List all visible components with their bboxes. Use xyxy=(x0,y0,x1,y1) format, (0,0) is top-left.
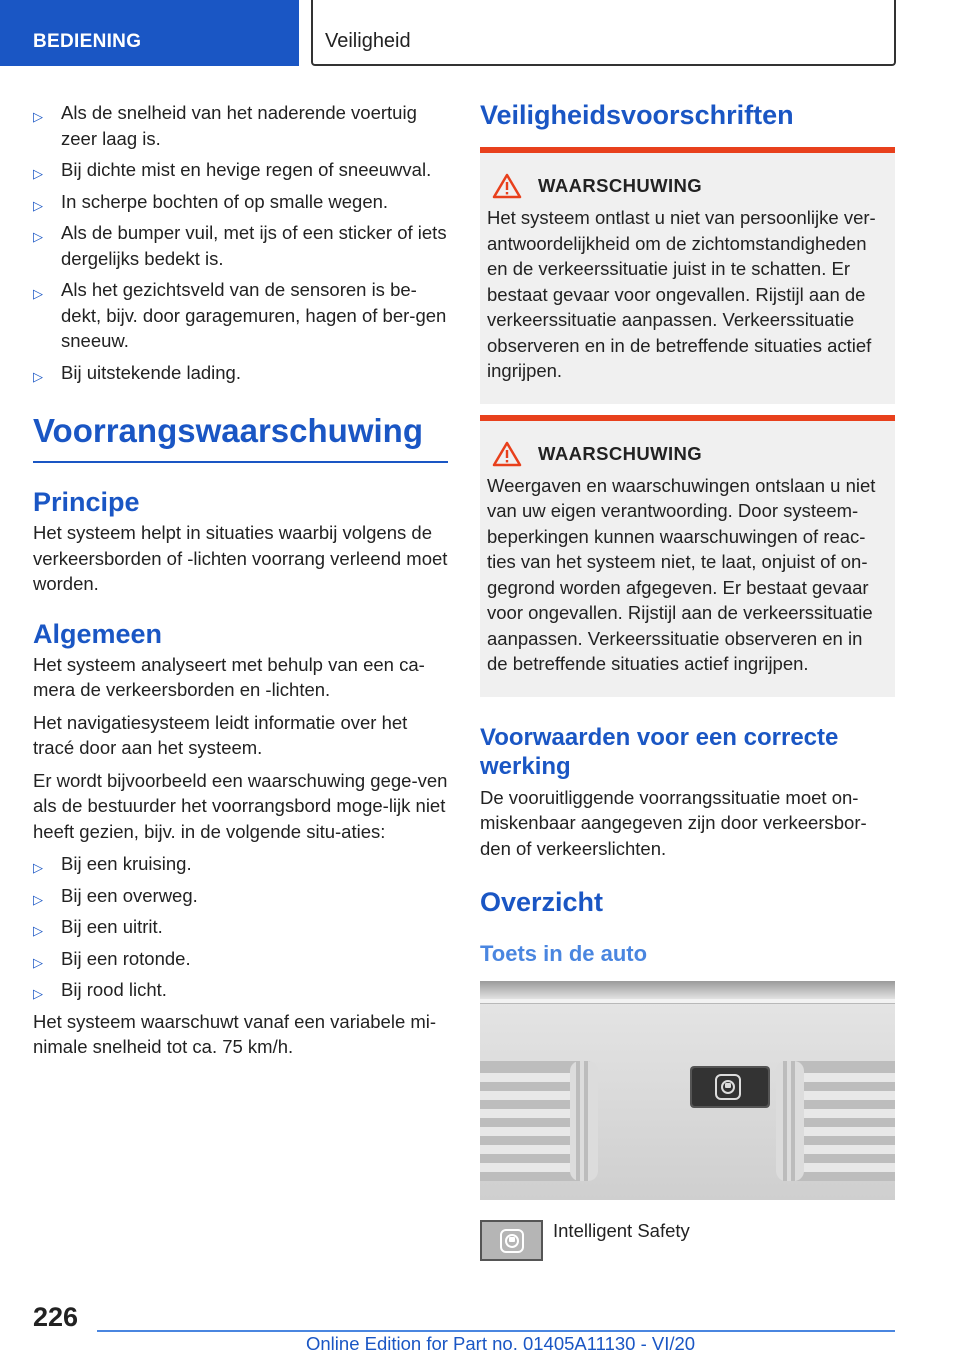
safety-heading: Veiligheidsvoorschriften xyxy=(480,100,794,130)
triangle-bullet-icon: ▷ xyxy=(33,109,43,124)
page-number: 226 xyxy=(33,1302,79,1332)
legend-row xyxy=(480,1220,895,1261)
triangle-bullet-icon: ▷ xyxy=(33,891,43,907)
triangle-bullet-icon: ▷ xyxy=(33,923,43,938)
requirements-text: De vooruitliggende voorrangssituatie moet on-miskenbaar aangegeven zijn door verkeersbor-den of verkeerslichten. xyxy=(480,786,867,859)
edition-text: Online Edition for Part no. 01405A11130 - VI/20 xyxy=(306,1333,696,1354)
title-divider xyxy=(33,461,448,463)
list-item: ▷ Bij dichte mist en hevige regen of sneeuwval. xyxy=(33,157,448,183)
right-column xyxy=(480,100,895,1261)
chapter-label: BEDIENING xyxy=(33,31,142,52)
warning-box-1 xyxy=(480,147,895,404)
triangle-bullet-icon: ▷ xyxy=(33,954,43,970)
warning-text: Weergaven en waarschuwingen ontslaan u niet van uw eigen verantwoording. Door systeem-beperkingen kunnen waarschuwingen of reac-ties van het systeem niet, te laat, onjuist of on-gegrond worden afgegeven. Er bestaat gevaar voor ongevallen. Rijstijl aan de verkeerssituatie aanpassen. Verkeerssituatie observeren en in de betreffende situaties actief ingrijpen. xyxy=(487,474,876,674)
requirements-heading: Voorwaarden voor een correcte werking xyxy=(480,723,839,780)
list-item: ▷ Bij rood licht. xyxy=(33,977,448,1003)
triangle-bullet-icon: ▷ xyxy=(33,286,43,301)
list-item: ▷ Bij een overweg. xyxy=(33,883,448,909)
legend-label: Intelligent Safety xyxy=(553,1220,690,1241)
warning-label: WAARSCHUWING xyxy=(538,175,703,196)
closing-paragraph: Het systeem waarschuwt vanaf een variabele mi-nimale snelheid tot ca. 75 km/h. xyxy=(33,1010,437,1057)
button-in-car-heading: Toets in de auto xyxy=(480,941,648,966)
triangle-bullet-icon: ▷ xyxy=(33,229,43,244)
dashboard-photo-illustration xyxy=(480,981,895,1200)
limitations-list xyxy=(33,100,448,385)
algemeen-heading: Algemeen xyxy=(33,618,163,649)
list-item: ▷ Als de snelheid van het naderende voertuig zeer laag is. xyxy=(33,102,417,149)
triangle-bullet-icon: ▷ xyxy=(33,166,43,181)
algemeen-paragraph-3: Er wordt bijvoorbeeld een waarschuwing gege-ven als de bestuurder het voorrangsbord moge-lijk niet heeft gezien, bijv. in de volgende situ-aties: xyxy=(33,769,448,842)
principe-text: Het systeem helpt in situaties waarbij volgens de verkeersborden of -lichten voorrang verleend moet worden. xyxy=(33,522,448,594)
intelligent-safety-button-icon xyxy=(480,1220,543,1261)
warning-box-2 xyxy=(480,415,895,697)
triangle-bullet-icon: ▷ xyxy=(33,860,43,875)
warning-triangle-icon xyxy=(492,441,522,467)
triangle-bullet-icon: ▷ xyxy=(33,368,43,384)
list-item: ▷ Bij een kruising. xyxy=(33,851,448,877)
triangle-bullet-icon: ▷ xyxy=(33,197,43,213)
overview-heading: Overzicht xyxy=(480,887,604,917)
list-item: ▷ Bij een uitrit. xyxy=(33,914,448,940)
section-label: Veiligheid xyxy=(325,30,411,52)
list-item: ▷ Als het gezichtsveld van de sensoren is be-dekt, bijv. door garagemuren, hagen of ber-gen sneeuw. xyxy=(33,279,447,351)
triangle-bullet-icon: ▷ xyxy=(33,986,43,1001)
warning-text: Het systeem ontlast u niet van persoonlijke ver-antwoordelijkheid om de zichtomstandigheden en de verkeerssituatie juist in te schatten. Er bestaat gevaar voor ongevallen. Rijstijl aan de verkeerssituatie aanpassen. Verkeerssituatie observeren en in de betreffende situaties actief ingrijpen. xyxy=(487,207,876,381)
list-item: ▷ In scherpe bochten of op smalle wegen. xyxy=(33,189,448,215)
page-title: Voorrangswaarschuwing xyxy=(33,412,423,449)
warning-header xyxy=(492,173,887,199)
footer-divider xyxy=(97,1330,895,1332)
warning-header xyxy=(492,441,887,467)
warning-triangle-icon xyxy=(492,173,522,199)
warning-label: WAARSCHUWING xyxy=(538,442,703,464)
chapter-tab xyxy=(0,0,299,66)
section-tab xyxy=(311,0,896,66)
algemeen-paragraph-2: Het navigatiesysteem leidt informatie over het tracé door aan het systeem. xyxy=(33,711,408,758)
situations-list xyxy=(33,851,448,1003)
left-column xyxy=(33,100,448,1060)
list-item: ▷ Als de bumper vuil, met ijs of een sticker of iets dergelijks bedekt is. xyxy=(33,222,447,269)
car-button-photo xyxy=(480,981,895,1200)
list-item: ▷ Bij een rotonde. xyxy=(33,946,448,972)
principe-heading: Principe xyxy=(33,487,140,517)
list-item: ▷ Bij uitstekende lading. xyxy=(33,360,448,386)
algemeen-paragraph-1: Het systeem analyseert met behulp van een ca-mera de verkeersborden en -lichten. xyxy=(33,653,425,700)
